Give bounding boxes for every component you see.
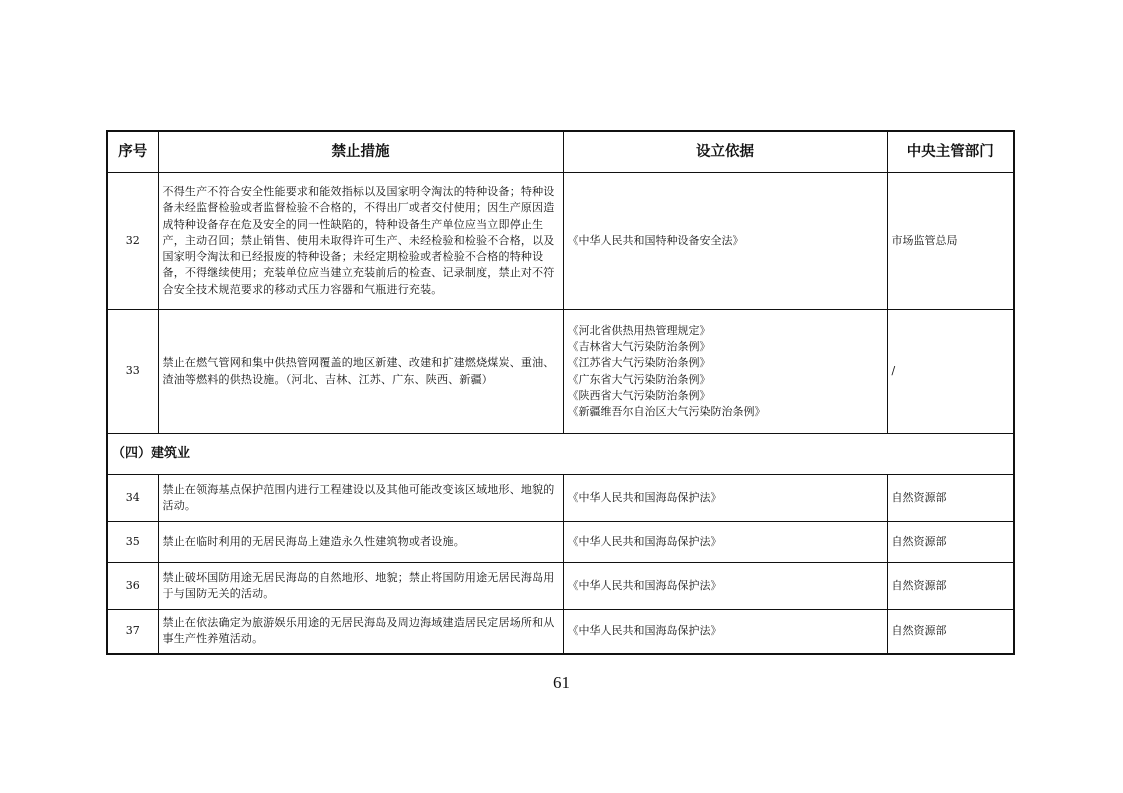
- basis-text: 《中华人民共和国特种设备安全法》: [563, 173, 887, 310]
- dept-text: 自然资源部: [887, 475, 1014, 522]
- basis-text: 《广东省大气污染防治条例》: [567, 372, 711, 386]
- measure-text: 禁止在临时利用的无居民海岛上建造永久性建筑物或者设施。: [158, 522, 563, 563]
- section-title: （四）建筑业: [107, 434, 1014, 475]
- measure-text: 禁止在领海基点保护范围内进行工程建设以及其他可能改变该区域地形、地貌的活动。: [158, 475, 563, 522]
- dept-text: 市场监管总局: [887, 173, 1014, 310]
- measure-text: 禁止在依法确定为旅游娱乐用途的无居民海岛及周边海域建造居民定居场所和从事生产性养殖活动。: [158, 610, 563, 654]
- dept-text: 自然资源部: [887, 563, 1014, 610]
- basis-text: 《中华人民共和国海岛保护法》: [563, 475, 887, 522]
- dept-text: /: [887, 310, 1014, 434]
- row-number: 35: [107, 522, 158, 563]
- dept-text: 自然资源部: [887, 610, 1014, 654]
- row-number: 34: [107, 475, 158, 522]
- measure-text: 禁止破坏国防用途无居民海岛的自然地形、地貌；禁止将国防用途无居民海岛用于与国防无关的活动。: [158, 563, 563, 610]
- header-basis: 设立依据: [563, 131, 887, 173]
- table-header-row: [107, 131, 1014, 173]
- row-number: 32: [107, 173, 158, 310]
- dept-text: 自然资源部: [887, 522, 1014, 563]
- basis-text: 《江苏省大气污染防治条例》: [567, 356, 711, 370]
- header-dept: 中央主管部门: [887, 131, 1014, 173]
- page-number: 61: [553, 673, 570, 692]
- row-number: 33: [107, 310, 158, 434]
- basis-text: 《中华人民共和国海岛保护法》: [563, 610, 887, 654]
- table-row: [107, 610, 1014, 654]
- basis-text: 《中华人民共和国海岛保护法》: [563, 522, 887, 563]
- basis-text: 《陕西省大气污染防治条例》: [567, 388, 711, 402]
- measure-text: 不得生产不符合安全性能要求和能效指标以及国家明令淘汰的特种设备；特种设备未经监督检验或者监督检验不合格的，不得出厂或者交付使用；因生产原因造成特种设备存在危及安全的同一性缺陷的，特种设备生产单位应当立即停止生产，主动召回；禁止销售、使用未取得许可生产、未经检验和检验不合格，以及国家明令淘汰和已经报废的特种设备；未经定期检验或者检验不合格的特种设备，不得继续使用；充装单位应当建立充装前后的检查、记录制度，禁止对不符合安全技术规范要求的移动式压力容器和气瓶进行充装。: [158, 173, 563, 310]
- table-row: [107, 475, 1014, 522]
- row-number: 37: [107, 610, 158, 654]
- measure-text: 禁止在燃气管网和集中供热管网覆盖的地区新建、改建和扩建燃烧煤炭、重油、渣油等燃料的供热设施。（河北、吉林、江苏、广东、陕西、新疆）: [158, 310, 563, 434]
- section-row: [107, 434, 1014, 475]
- header-no: 序号: [107, 131, 158, 173]
- row-number: 36: [107, 563, 158, 610]
- table-row: [107, 310, 1014, 434]
- table-row: [107, 563, 1014, 610]
- prohibition-table: [106, 130, 1015, 655]
- table-row: [107, 173, 1014, 310]
- basis-text: 《吉林省大气污染防治条例》: [567, 339, 711, 353]
- basis-list: [563, 310, 887, 434]
- header-measure: 禁止措施: [158, 131, 563, 173]
- basis-text: 《河北省供热用热管理规定》: [567, 323, 711, 337]
- basis-text: 《新疆维吾尔自治区大气污染防治条例》: [567, 405, 766, 419]
- table-row: [107, 522, 1014, 563]
- basis-text: 《中华人民共和国海岛保护法》: [563, 563, 887, 610]
